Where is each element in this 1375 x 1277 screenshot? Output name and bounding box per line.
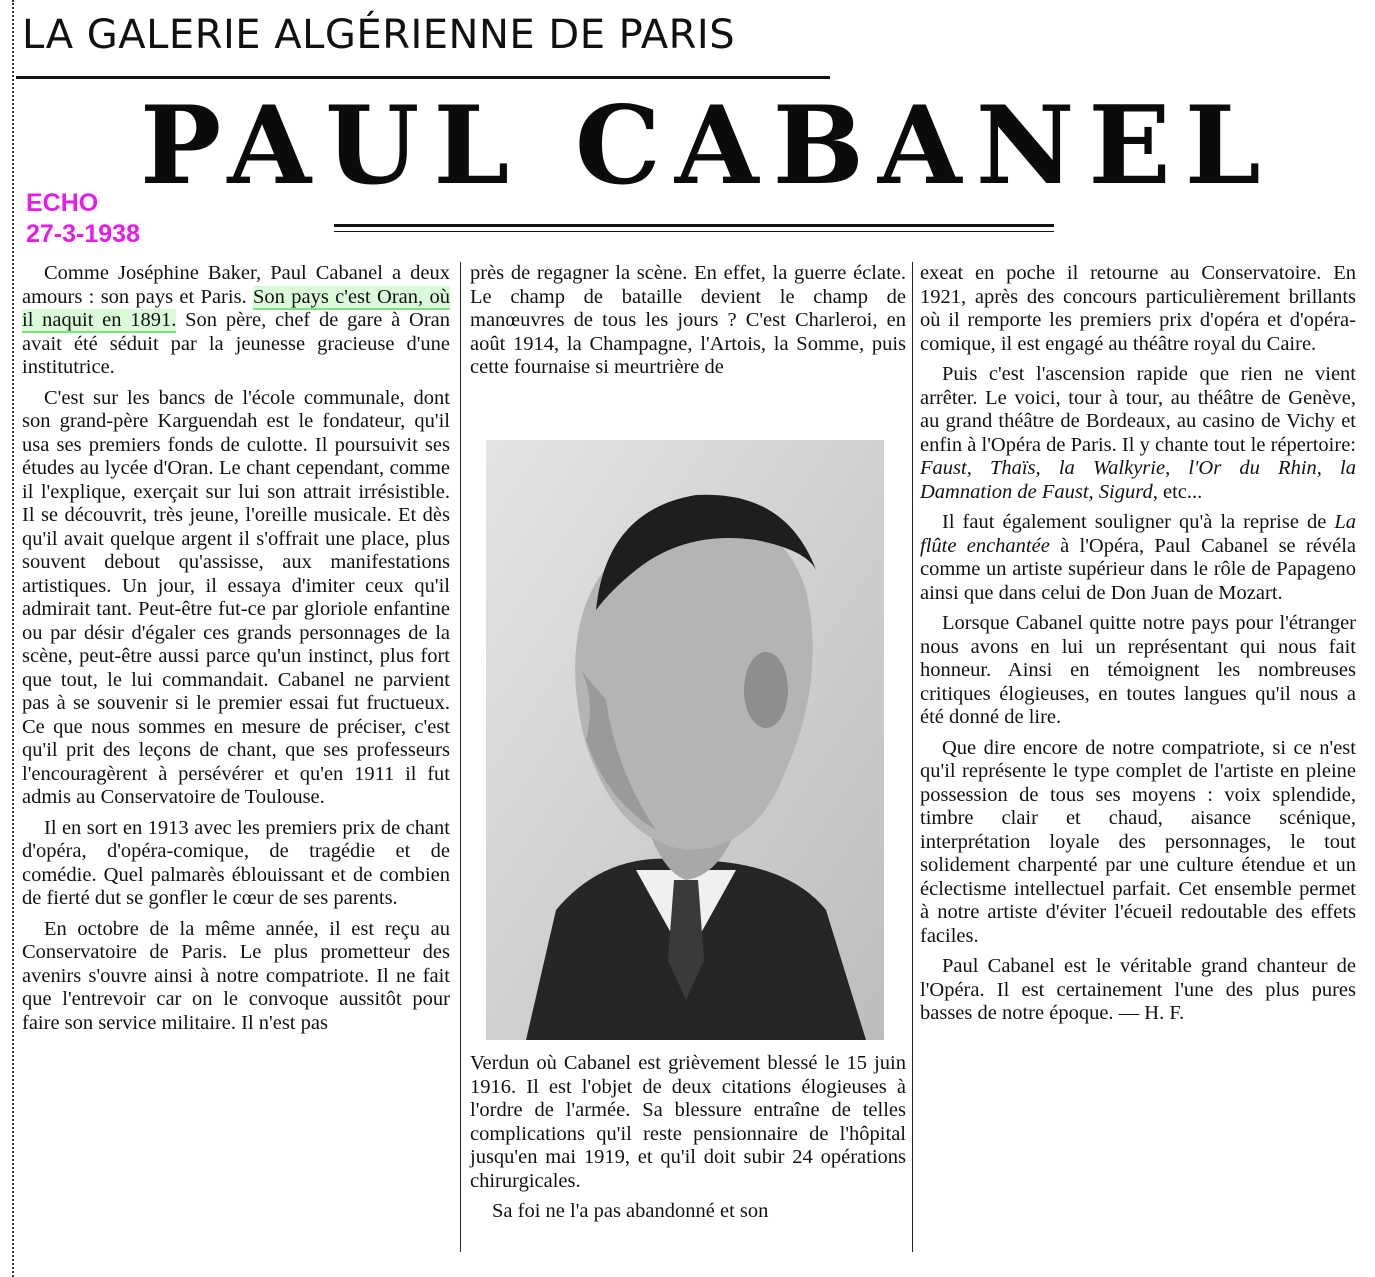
paragraph: près de regagner la scène. En effet, la guerre éclate. Le champ de bataille devient le champ de manœuvres de tous les jours ? C'est Charleroi, en août 1914, la Champagne, l'Artois, la Somme, puis cette fournaise si meurtrière de [470, 262, 906, 378]
headline-underline-bottom [334, 231, 1054, 232]
paragraph [22, 262, 450, 380]
portrait-photo [486, 440, 884, 1040]
paragraph-text: Puis c'est l'ascension rapide que rien ne vient arrêter. Le voici, tour à tour, au théâtre de Genève, au grand théâtre de Bordeaux, au casino de Vichy et enfin à l'Opéra de Paris. Il y chante tout le répertoire: [920, 363, 1356, 456]
paragraph-text: Comme Joséphine Baker, Paul Cabanel a deux amours : son pays et Paris. [22, 262, 450, 308]
paragraph: Lorsque Cabanel quitte notre pays pour l'étranger nous avons en lui un représentant qui nous fait honneur. Ainsi en témoignent les nombreuses critiques élogieuses, en toutes langues qu'il nous a été donné de lire. [920, 612, 1356, 728]
column-divider [460, 262, 461, 1252]
paragraph-text: à l'Opéra, Paul Cabanel se révéla comme un artiste supérieur dans le rôle de Papageno ainsi que dans celui de Don Juan de Mozart. [920, 534, 1357, 604]
section-title: LA GALERIE ALGÉRIENNE DE PARIS [22, 12, 736, 58]
paragraph: En octobre de la même année, il est reçu au Conservatoire de Paris. Le plus prometteur des avenirs s'ouvre ainsi à notre compatriote. Il ne fait que l'entrevoir car on le convoque aussitôt pour faire son service militaire. Il n'est pas [22, 917, 450, 1034]
source-stamp-name: ECHO [26, 189, 99, 217]
article-column-3 [920, 262, 1356, 1033]
paragraph: C'est sur les bancs de l'école communale, dont son grand-père Karguendah est le fondateur, qu'il usa ses premiers fonds de culotte. Il poursuivit ses études au lycée d'Oran. Le chant cependant, comme il l'explique, exerçait sur lui son attrait irrésistible. Il se découvrit, très jeune, l'oreille musicale. Et dès qu'il avait quelque argent il s'offrait une place, plus souvent debout qu'assisse, aux manifestations artistiques. Un jour, il essaya d'imiter ceux qu'il admirait tant. Peut-être fut-ce par gloriole enfantine ou par désir d'égaler ces grands personnages de la scène, peut-être aussi parce qu'un instinct, plus fort que tout, le lui commandait. Cabanel ne parvient pas à se souvenir si le premier essai fut fructueux. Ce que nous sommes en mesure de préciser, c'est qu'il prit des leçons de chant, que ses professeurs l'encouragèrent à persévérer et qu'en 1911 il fut admis au Conservatoire de Toulouse. [22, 386, 450, 808]
paragraph: Verdun où Cabanel est grièvement blessé le 15 juin 1916. Il est l'objet de deux citations élogieuses à l'ordre de l'armée. Sa blessure entraîne de telles complications qu'il reste pensionnaire de l'hôpital jusqu'en mai 1919, et qu'il doit subir 24 opérations chirurgicales. [470, 1052, 906, 1192]
paragraph [920, 363, 1356, 504]
portrait-image [486, 440, 884, 1040]
paragraph [920, 511, 1356, 605]
source-stamp-date: 27-3-1938 [26, 220, 140, 248]
paragraph: Que dire encore de notre compatriote, si ce n'est qu'il représente le type complet de l'artiste en pleine possession de tous ses moyens : voix splendide, timbre clair et chaud, aisance scénique, interprétation loyale des personnages, le tout solidement charpenté par une culture étendue et un éclectisme intellectuel parfait. Cet ensemble permet à notre artiste d'éviter l'écueil redoutable des effets faciles. [920, 736, 1356, 947]
headline-underline-top [334, 224, 1054, 227]
paragraph-text: Il faut également souligner qu'à la reprise de [942, 511, 1335, 533]
source-stamp [26, 188, 140, 250]
opera-title: La flûte enchantée [920, 511, 1356, 557]
paragraph: Il en sort en 1913 avec les premiers prix de chant d'opéra, d'opéra-comique, de tragédie et de comédie. Quel palmarès éblouissant et de combien de fierté dut se gonfler le cœur de ses parents. [22, 816, 450, 909]
article-column-2 [470, 262, 906, 387]
article-column-2-continued [470, 1052, 906, 1231]
article-column-1 [22, 262, 450, 1042]
paragraph: Paul Cabanel est le véritable grand chanteur de l'Opéra. Il est certainement l'une des plus pures basses de notre époque. — H. F. [920, 955, 1356, 1024]
opera-titles: Faust, Thaïs, la Walkyrie, l'Or du Rhin, la Damnation de Faust, Sigurd, [920, 457, 1356, 503]
paragraph: Sa foi ne l'a pas abandonné et son [492, 1200, 769, 1222]
highlighted-birth-text: Son pays c'est Oran, où il naquit en 1891. [22, 285, 450, 331]
left-torn-edge [0, 0, 14, 1277]
paragraph: exeat en poche il retourne au Conservatoire. En 1921, après des concours particulièrement brillants où il remporte les premiers prix d'opéra et d'opéra-comique, il est engagé au théâtre royal du Caire. [920, 262, 1356, 355]
section-title-underline [16, 76, 830, 79]
column-divider [912, 262, 913, 1252]
paragraph-text: Son père, chef de gare à Oran avait été séduit par la jeunesse gracieuse d'une institutrice. [22, 309, 450, 378]
article-headline: PAUL CABANEL [140, 83, 1275, 209]
paragraph-text: etc... [1157, 480, 1203, 503]
